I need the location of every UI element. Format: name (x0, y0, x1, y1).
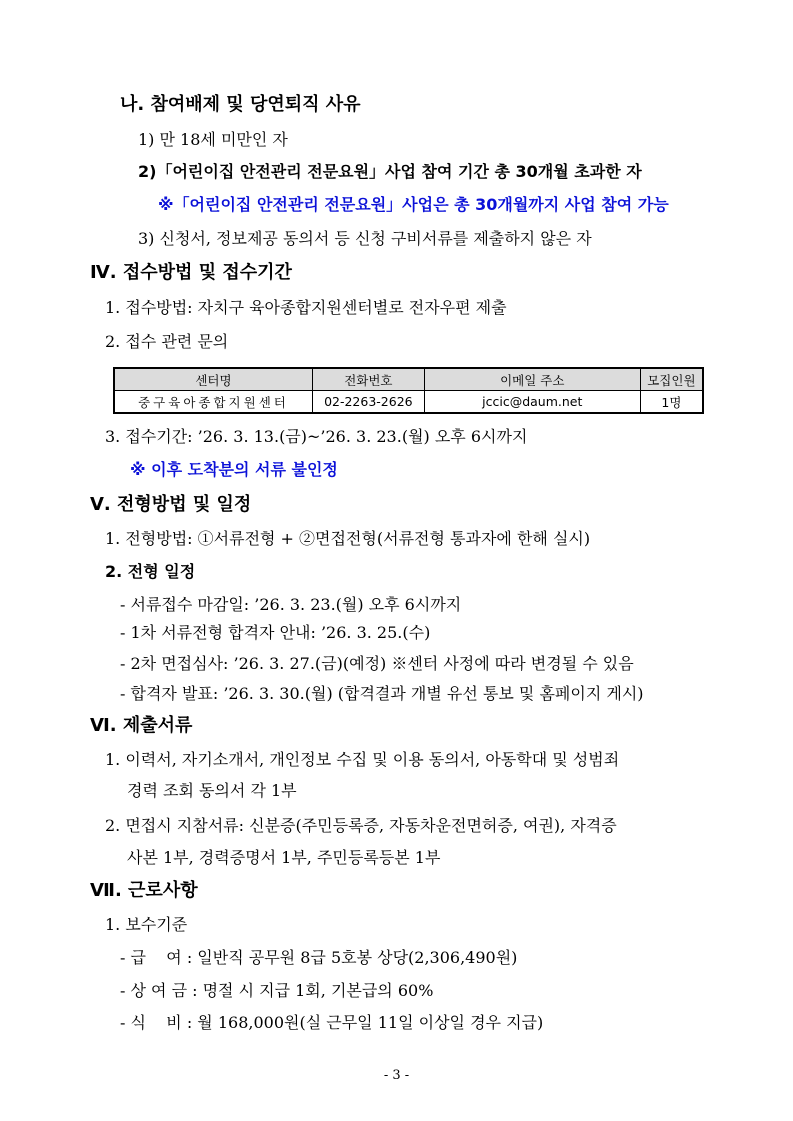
section-heading-working-conditions: Ⅶ. 근로사항 (90, 880, 198, 901)
table-cell: 1명 (640, 391, 703, 414)
exclusion-item-3: 3) 신청서, 정보제공 동의서 등 신청 구비서류를 제출하지 않은 자 (138, 229, 592, 248)
selection-item-2: 2. 전형 일정 (105, 562, 196, 581)
section-heading-selection: Ⅴ. 전형방법 및 일정 (90, 494, 252, 515)
application-item-1: 1. 접수방법: 자치구 육아종합지원센터별로 전자우편 제출 (105, 298, 507, 317)
schedule-item-2: - 1차 서류전형 합격자 안내: ’26. 3. 25.(수) (120, 623, 431, 642)
table-header-cell: 이메일 주소 (424, 368, 640, 391)
documents-item-2-line-2: 사본 1부, 경력증명서 1부, 주민등록등본 1부 (127, 848, 441, 867)
section-heading-application: Ⅳ. 접수방법 및 접수기간 (90, 262, 292, 283)
selection-item-1: 1. 전형방법: ①서류전형 + ②면접전형(서류전형 통과자에 한해 실시) (105, 529, 591, 548)
table-header-cell: 전화번호 (312, 368, 424, 391)
documents-item-1-line-2: 경력 조회 동의서 각 1부 (127, 781, 297, 800)
contact-table (113, 367, 704, 414)
table-row (114, 391, 703, 414)
page-number: - 3 - (383, 1068, 410, 1083)
documents-item-1-line-1: 1. 이력서, 자기소개서, 개인정보 수집 및 이용 동의서, 아동학대 및 성범죄 (105, 750, 620, 769)
table-header-cell: 모집인원 (640, 368, 703, 391)
exclusion-note: ※「어린이집 안전관리 전문요원」사업은 총 30개월까지 사업 참여 가능 (158, 195, 669, 214)
table-cell: jccic@daum.net (424, 391, 640, 414)
exclusion-item-2: 2)「어린이집 안전관리 전문요원」사업 참여 기간 총 30개월 초과한 자 (138, 162, 642, 181)
table-header-row (114, 368, 703, 391)
section-heading-exclusion: 나. 참여배제 및 당연퇴직 사유 (120, 94, 361, 115)
schedule-item-4: - 합격자 발표: ’26. 3. 30.(월) (합격결과 개별 유선 통보 및 홈페이지 게시) (120, 684, 644, 703)
application-item-2: 2. 접수 관련 문의 (105, 332, 229, 351)
section-heading-documents: Ⅵ. 제출서류 (90, 715, 193, 736)
table-cell: 02-2263-2626 (312, 391, 424, 414)
schedule-item-3: - 2차 면접심사: ’26. 3. 27.(금)(예정) ※센터 사정에 따라 변경될 수 있음 (120, 654, 634, 673)
schedule-item-1: - 서류접수 마감일: ’26. 3. 23.(월) 오후 6시까지 (120, 595, 462, 614)
table-cell: 중구육아종합지원센터 (114, 391, 312, 414)
pay-item-salary: - 급 여 : 일반직 공무원 8급 5호봉 상당(2,306,490원) (120, 948, 518, 967)
application-note: ※ 이후 도착분의 서류 불인정 (130, 460, 338, 479)
application-item-3: 3. 접수기간: ’26. 3. 13.(금)~’26. 3. 23.(월) 오후 6시까지 (105, 427, 528, 446)
documents-item-2-line-1: 2. 면접시 지참서류: 신분증(주민등록증, 자동차운전면허증, 여권), 자격증 (105, 816, 617, 835)
table-header-cell: 센터명 (114, 368, 312, 391)
pay-item-meal: - 식 비 : 월 168,000원(실 근무일 11일 이상일 경우 지급) (120, 1013, 544, 1032)
pay-item-bonus: - 상 여 금 : 명절 시 지급 1회, 기본급의 60% (120, 981, 434, 1000)
exclusion-item-1: 1) 만 18세 미만인 자 (138, 130, 288, 149)
working-item-1: 1. 보수기준 (105, 915, 188, 934)
